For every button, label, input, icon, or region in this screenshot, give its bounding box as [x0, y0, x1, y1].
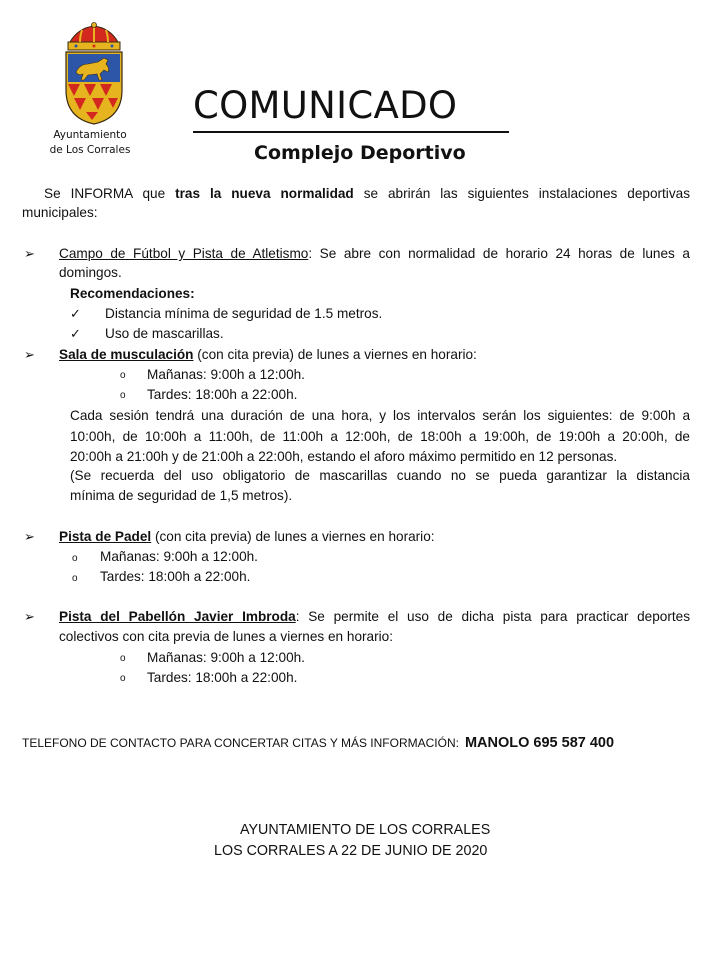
- circle-bullet-icon: o: [72, 573, 78, 584]
- intro-lead: Se INFORMA que: [44, 186, 176, 201]
- sala-paragraph-line: 20:00h a 21:00h y de 21:00h a 22:00h, estando el aforo máximo permitido en 12 personas.: [70, 449, 618, 464]
- page-title: COMUNICADO: [193, 84, 458, 127]
- campo-line-2: domingos.: [59, 265, 122, 280]
- circle-bullet-icon: o: [120, 390, 126, 401]
- crest-caption-line2: de Los Corrales: [49, 144, 131, 156]
- arrow-bullet-icon: ➢: [24, 529, 35, 544]
- check-icon: ✓: [70, 326, 81, 341]
- campo-rest: : Se abre con normalidad de horario 24 horas de lunes a: [308, 246, 690, 261]
- sala-hours-item: Tardes: 18:00h a 22:00h.: [147, 387, 298, 402]
- arrow-bullet-icon: ➢: [24, 609, 35, 624]
- check-icon: ✓: [70, 306, 81, 321]
- pabellon-rest: : Se permite el uso de dicha pista para practicar deportes: [295, 609, 690, 624]
- sala-note-line: mínima de seguridad de 1,5 metros).: [70, 488, 293, 503]
- shield-icon: [66, 52, 122, 124]
- coat-of-arms-logo: [58, 22, 130, 126]
- intro-line-1: [22, 185, 690, 203]
- recommendation-item: Uso de mascarillas.: [105, 326, 224, 341]
- circle-bullet-icon: o: [120, 673, 126, 684]
- pabellon-line-1: [59, 608, 690, 626]
- footer-line-1: AYUNTAMIENTO DE LOS CORRALES: [240, 822, 491, 838]
- circle-bullet-icon: o: [120, 370, 126, 381]
- page-subtitle: Complejo Deportivo: [254, 142, 466, 164]
- pabellon-name: Pista del Pabellón Javier Imbroda: [59, 609, 296, 624]
- contact-label: TELEFONO DE CONTACTO PARA CONCERTAR CITAS Y MÁS INFORMACIÓN:: [22, 736, 459, 750]
- recommendations-heading: Recomendaciones:: [70, 286, 195, 301]
- crown-icon: [68, 23, 120, 51]
- arrow-bullet-icon: ➢: [24, 347, 35, 362]
- circle-bullet-icon: o: [72, 553, 78, 564]
- sala-paragraph-line: Cada sesión tendrá una duración de una hora, y los intervalos serán los siguientes: de 9:00h a: [70, 408, 690, 423]
- campo-name: Campo de Fútbol y Pista de Atletismo: [59, 246, 309, 261]
- crest-caption: [30, 128, 150, 158]
- intro-bold: tras la nueva normalidad: [175, 186, 354, 201]
- pabellon-hours-item: Mañanas: 9:00h a 12:00h.: [147, 650, 305, 665]
- contact-line: [22, 734, 614, 752]
- sala-rest: (con cita previa) de lunes a viernes en horario:: [193, 347, 477, 362]
- footer-line-2: LOS CORRALES A 22 DE JUNIO DE 2020: [214, 843, 488, 859]
- intro-line-2: municipales:: [22, 205, 98, 220]
- sala-hours-item: Mañanas: 9:00h a 12:00h.: [147, 367, 305, 382]
- padel-hours-item: Tardes: 18:00h a 22:00h.: [100, 569, 251, 584]
- sala-name: Sala de musculación: [59, 347, 194, 362]
- recommendation-item: Distancia mínima de seguridad de 1.5 metros.: [105, 306, 383, 321]
- sala-note-line: (Se recuerda del uso obligatorio de mascarillas cuando no se pueda garantizar la distancia: [70, 468, 690, 483]
- title-underline: [193, 131, 509, 133]
- padel-rest: (con cita previa) de lunes a viernes en horario:: [151, 529, 435, 544]
- crest-caption-line1: Ayuntamiento: [53, 129, 127, 141]
- contact-phone: MANOLO 695 587 400: [464, 735, 615, 751]
- campo-line-1: [59, 245, 690, 263]
- padel-line-1: [59, 528, 435, 546]
- pabellon-hours-item: Tardes: 18:00h a 22:00h.: [147, 670, 298, 685]
- circle-bullet-icon: o: [120, 653, 126, 664]
- padel-hours-item: Mañanas: 9:00h a 12:00h.: [100, 549, 258, 564]
- sala-line-1: [59, 346, 477, 364]
- intro-rest: se abrirán las siguientes instalaciones deportivas: [353, 186, 690, 201]
- sala-paragraph-line: 10:00h, de 10:00h a 11:00h, de 11:00h a 12:00h, de 18:00h a 19:00h, de 19:00h a 20:00h, de: [70, 429, 690, 444]
- arrow-bullet-icon: ➢: [24, 246, 35, 261]
- pabellon-line-2: colectivos con cita previa de lunes a viernes en horario:: [59, 629, 393, 644]
- padel-name: Pista de Padel: [59, 529, 152, 544]
